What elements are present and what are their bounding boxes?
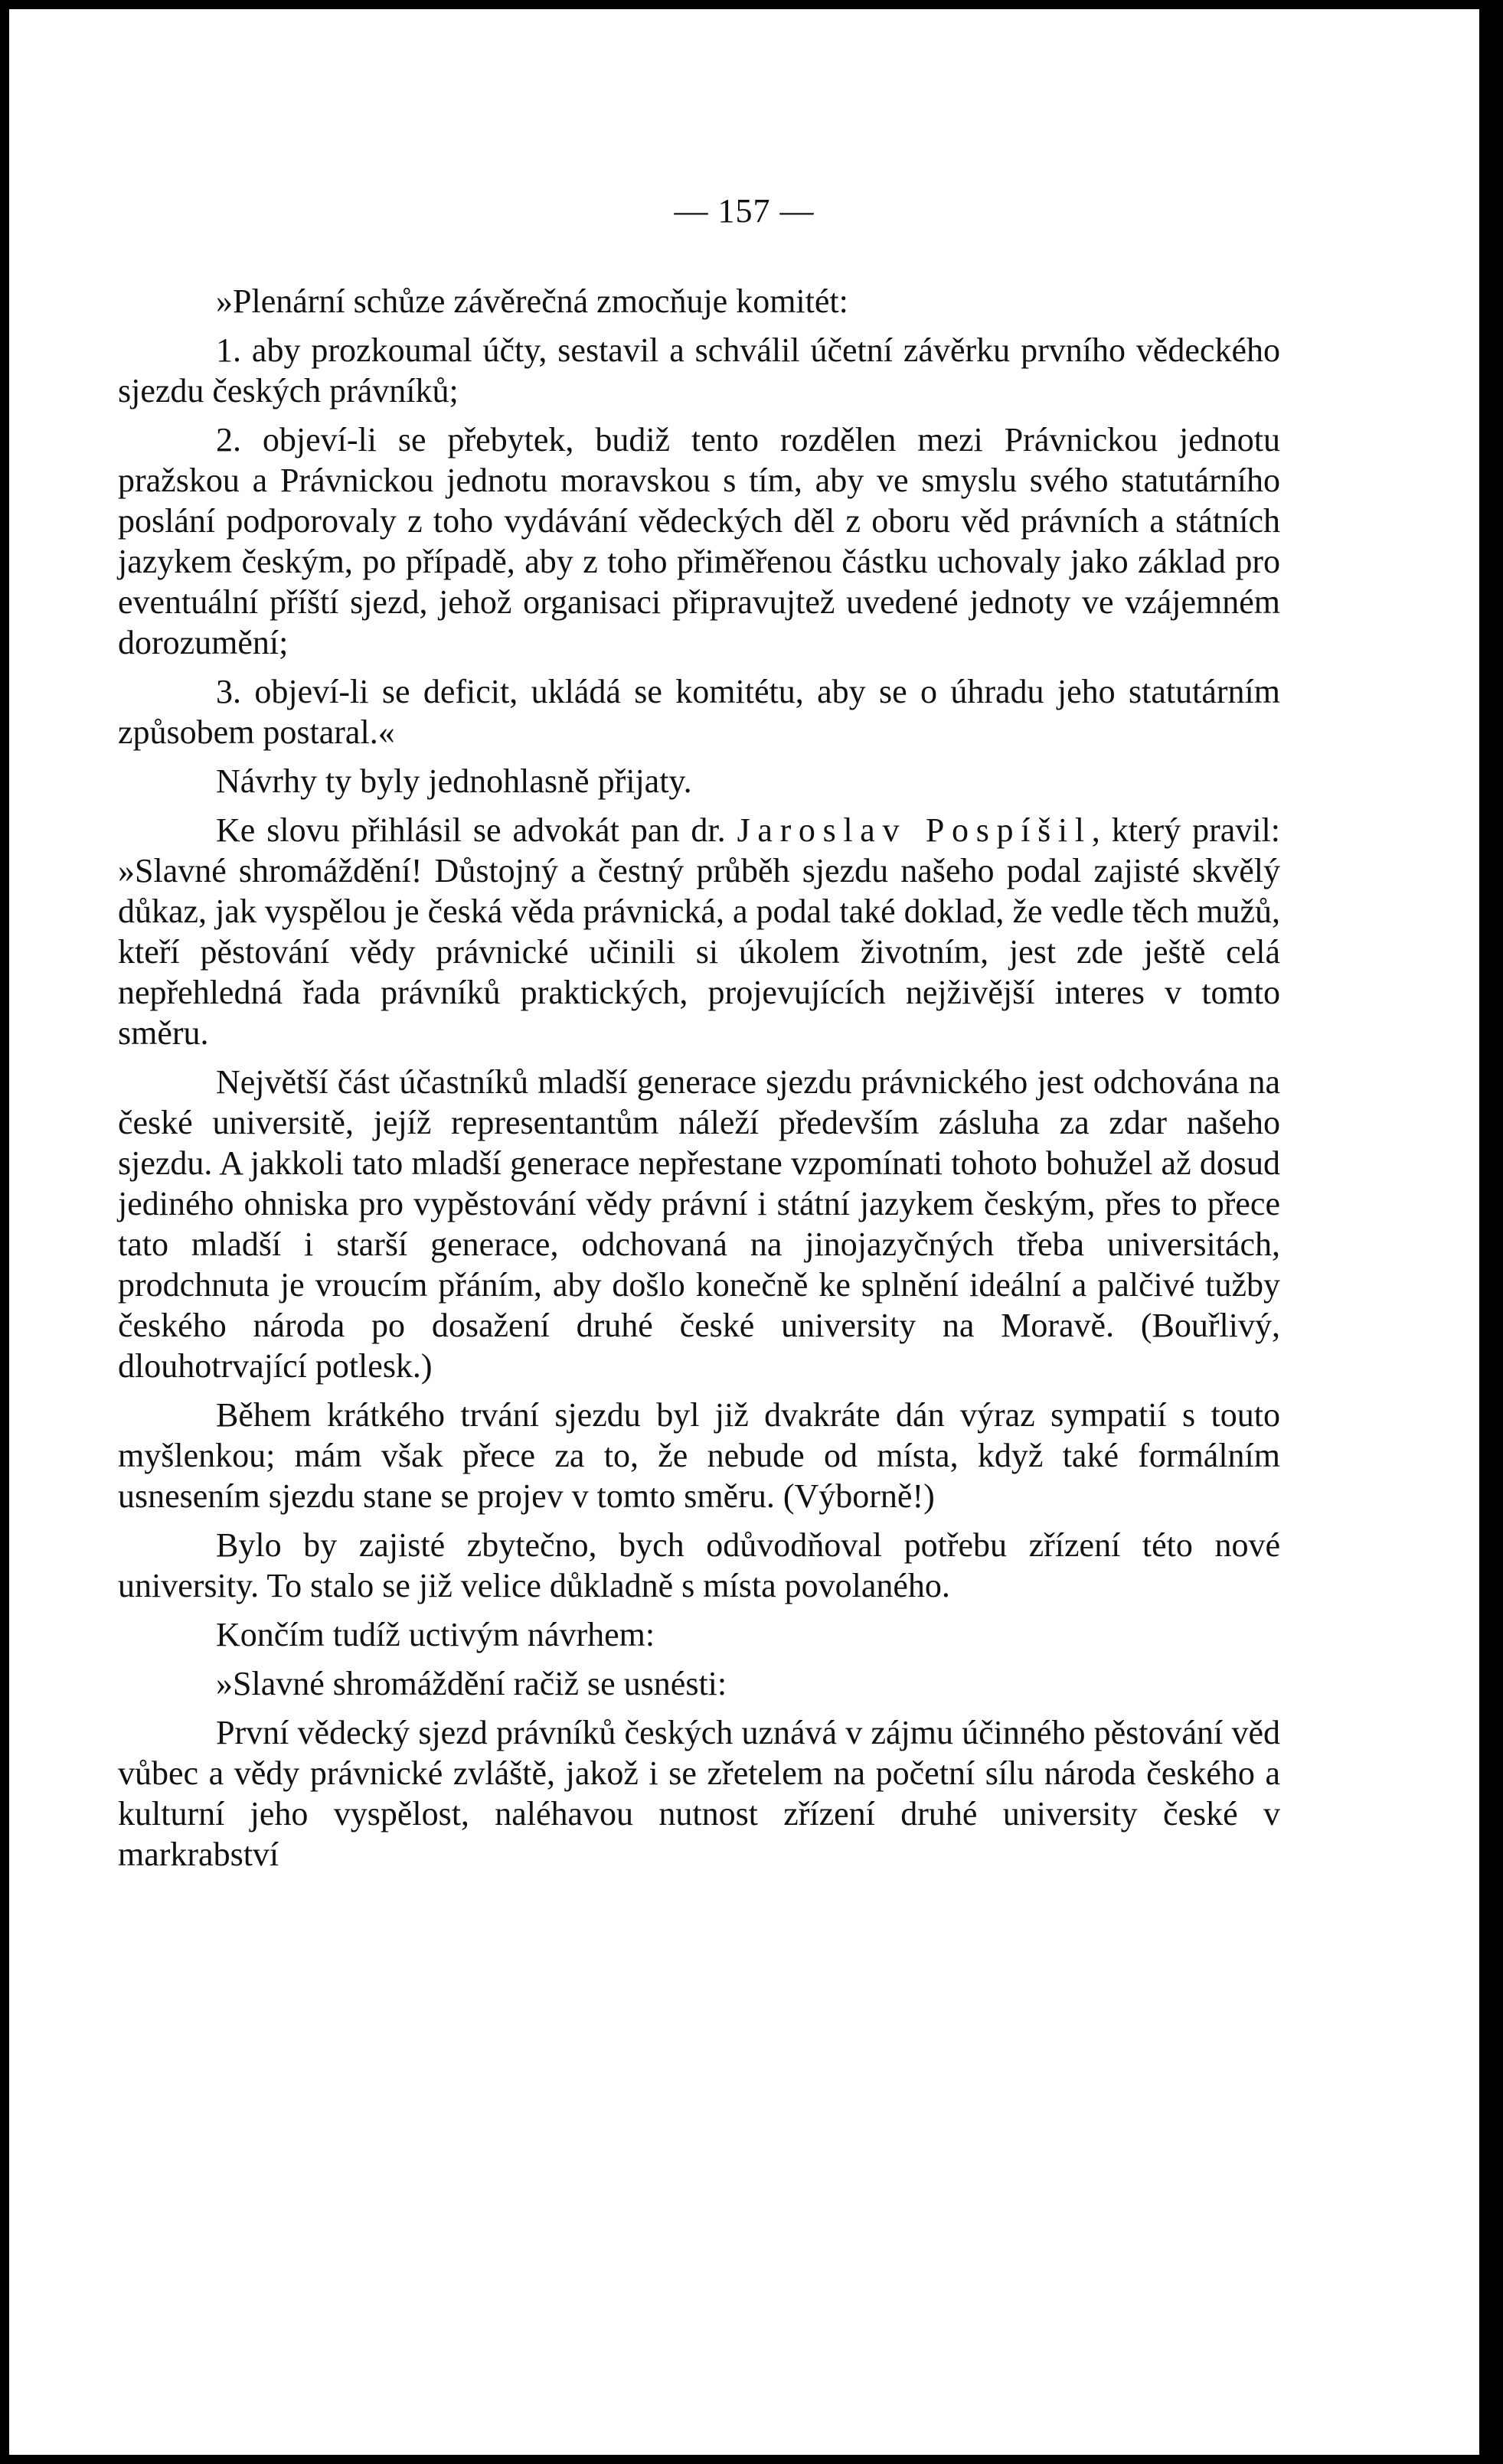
paragraph-speech-intro xyxy=(118,810,1280,1053)
paragraph-resolution-intro: »Plenární schůze závěrečná zmocňuje komitét: xyxy=(216,282,848,320)
paragraph-resolution-item-3: 3. objeví-li se deficit, ukládá se komitétu, aby se o úhradu jeho statutárním způsobem postaral.« xyxy=(118,673,1280,751)
paragraph-younger-generation: Největší část účastníků mladší generace sjezdu právnického jest odchována na české universitě, jejíž representantům náleží především zásluha za zdar našeho sjezdu. A jakkoli tato mladší generace nepřestane vzpomínati tohoto bohužel až dosud jediného ohniska pro vypěstování vědy právní i státní jazykem českým, přes to přece tato mladší i starší generace, odchovaná na jinojazyčných třeba universitách, prodchnuta je vroucím přáním, aby došlo konečně ke splnění ideální a palčivé tužby českého národa po dosažení druhé české university na Moravě. (Bouřlivý, dlouhotrvající potlesk.) xyxy=(118,1063,1280,1385)
paragraph-adoption: Návrhy ty byly jednohlasně přijaty. xyxy=(216,762,692,800)
page-number-header: — 157 — xyxy=(674,192,815,230)
paragraph-justification: Bylo by zajisté zbytečno, bych odůvodňoval potřebu zřízení této nové university. To stalo se již velice důkladně s místa povolaného. xyxy=(118,1526,1280,1604)
speaker-name: Jaroslav Pospíšil xyxy=(737,811,1092,849)
speech-opening-text: , který pravil: »Slavné shromáždění! Důstojný a čestný průběh sjezdu našeho podal zajisté skvělý důkaz, jak vyspělou je česká věda právnická, a podal také doklad, že vedle těch mužů, kteří pěstování vědy právnické učinili si úkolem životním, jest zde ještě celá nepřehledná řada právníků praktických, projevujících nejživější interes v tomto směru. xyxy=(118,811,1280,1052)
paragraph-resolution-item-1: 1. aby prozkoumal účty, sestavil a schválil účetní závěrku prvního vědeckého sjezdu českých právníků; xyxy=(118,331,1280,410)
paragraph-motion-intro: »Slavné shromáždění račiž se usnésti: xyxy=(216,1665,727,1702)
paragraph-resolution-item-2: 2. objeví-li se přebytek, budiž tento rozdělen mezi Právnickou jednotu pražskou a Právnickou jednotu moravskou s tím, aby ve smyslu svého statutárního poslání podporovaly z toho vydávání vědeckých děl z oboru věd právních a státních jazykem českým, po případě, aby z toho přiměřenou částku uchovaly jako základ pro eventuální příští sjezd, jehož organisaci připravujtež uvedené jednoty ve vzájemném dorozumění; xyxy=(118,421,1280,661)
book-page xyxy=(9,9,1479,2455)
speech-intro-text: Ke slovu přihlásil se advokát pan dr. xyxy=(216,811,737,849)
page-body xyxy=(118,281,1280,1883)
paragraph-motion-text: První vědecký sjezd právníků českých uznává v zájmu účinného pěstování věd vůbec a vědy právnické zvláště, jakož i se zřetelem na početní sílu národa českého a kulturní jeho vyspělost, naléhavou nutnost zřízení druhé university české v markrabství xyxy=(118,1714,1280,1873)
paragraph-sympathies: Během krátkého trvání sjezdu byl již dvakráte dán výraz sympatií s touto myšlenkou; mám však přece za to, že nebude od místa, když také formálním usnesením sjezdu stane se projev v tomto směru. (Výborně!) xyxy=(118,1396,1280,1515)
paragraph-closing: Končím tudíž uctivým návrhem: xyxy=(216,1616,655,1653)
